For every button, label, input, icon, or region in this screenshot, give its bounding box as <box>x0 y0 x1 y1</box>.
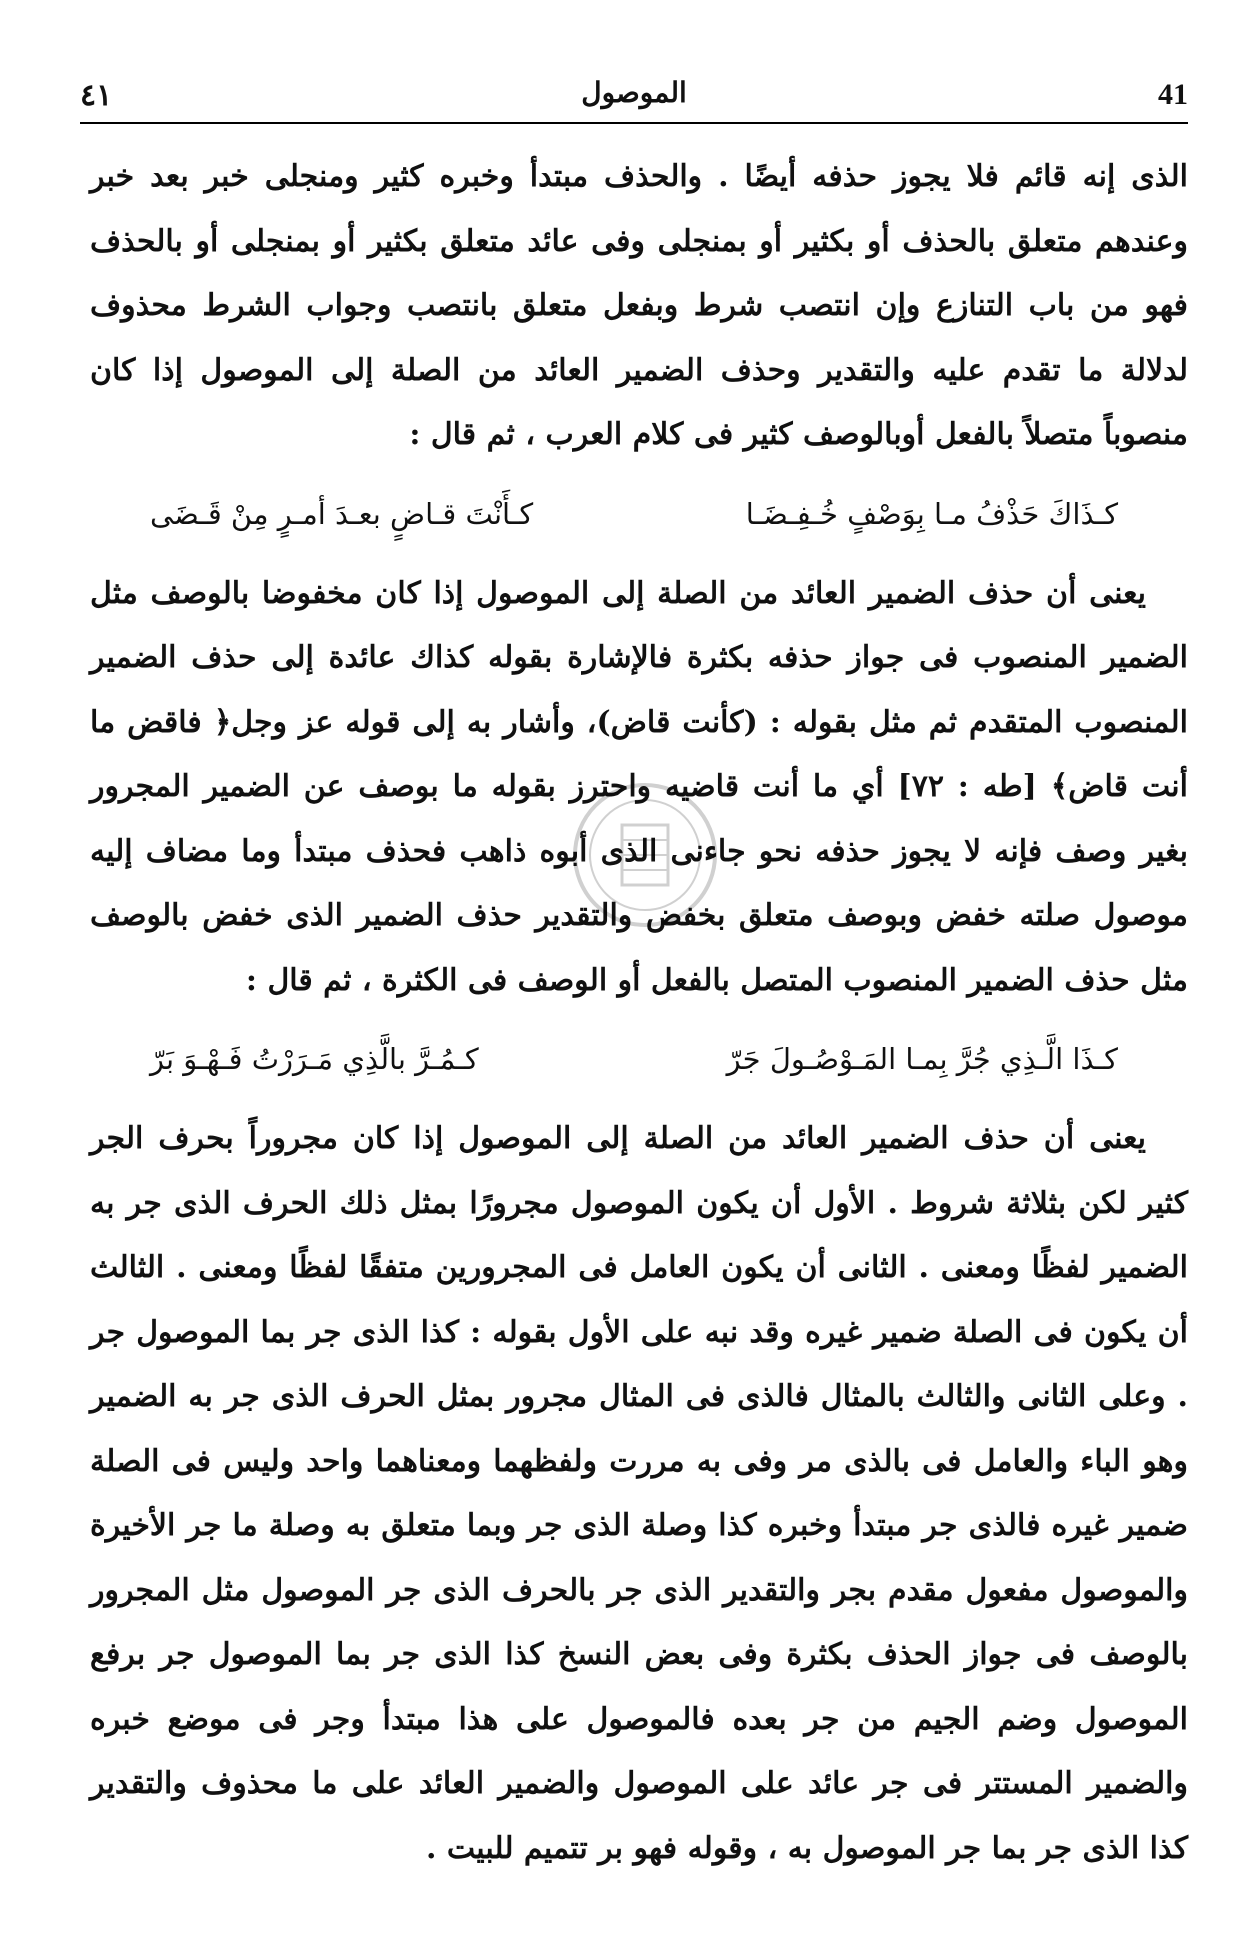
verse-1 <box>90 468 1188 562</box>
running-title: الموصول <box>581 76 687 109</box>
verse-1-second-hemistich: كـأَنْتَ قـاضٍ بعـدَ أمـرٍ مِنْ قَـضَى <box>150 496 534 531</box>
verse-2-second-hemistich: كـمُـرَّ بالَّذِي مَـرَرْتُ فَـهْـوَ بَرّ <box>150 1042 479 1076</box>
library-seal-watermark <box>570 780 720 930</box>
paragraph-3: يعنى أن حذف الضمير العائد من الصلة إلى الموصول إذا كان مجروراً بحرف الجر كثير لكن بثلاثة شروط . الأول أن يكون الموصول مجرورًا بمثل ذلك الحرف الذى جر به الضمير لفظًا ومعنى . الثانى أن يكون العامل فى المجرورين متفقًا لفظًا ومعنى . الثالث أن يكون فى الصلة ضمير غيره وقد نبه على الأول بقوله : كذا الذى جر بما الموصول جر . وعلى الثانى والثالث بالمثال فالذى فى المثال مجرور بمثل الحرف الذى جر به الضمير وهو الباء والعامل فى بالذى مر وفى به مررت ولفظهما ومعناهما واحد وليس فى الصلة ضمير غيره فالذى جر مبتدأ وخبره كذا وصلة الذى جر وبما متعلق به وصلة ما جر الأخيرة والموصول مفعول مقدم بجر والتقدير الذى جر بالحرف الذى جر الموصول مثل المجرور بالوصف فى جواز الحذف بكثرة وفى بعض النسخ كذا الذى جر بما الموصول جر برفع الموصول وضم الجيم من جر بعده فالموصول على هذا مبتدأ وجر فى موضع خبره والضمير المستتر فى جر عائد على الموصول والضمير العائد على ما محذوف والتقدير كذا الذى جر بما جر الموصول به ، وقوله فهو بر تتميم للبيت . <box>90 1121 1188 1866</box>
page-body <box>90 145 1188 1881</box>
verse-2 <box>90 1013 1188 1107</box>
paragraph-1: الذى إنه قائم فلا يجوز حذفه أيضًا . والحذف مبتدأ وخبره كثير ومنجلى خبر بعد خبر وعندهم متعلق بالحذف أو بكثير أو بمنجلى وفى عائد متعلق بكثير أو بمنجلى أو بالحذف فهو من باب التنازع وإن انتصب شرط وبفعل متعلق بانتصب وجواب الشرط محذوف لدلالة ما تقدم عليه والتقدير وحذف الضمير العائد من الصلة إلى الموصول إذا كان منصوباً متصلاً بالفعل أوبالوصف كثير فى كلام العرب ، ثم قال : <box>90 159 1188 452</box>
header-rule <box>80 122 1188 124</box>
verse-2-first-hemistich: كـذَا الَّـذِي جُرَّ بِمـا المَـوْصُـولَ جَرّ <box>726 1042 1118 1076</box>
paragraph-2: يعنى أن حذف الضمير العائد من الصلة إلى الموصول إذا كان مخفوضا بالوصف مثل الضمير المنصوب فى جواز حذفه بكثرة فالإشارة بقوله كذاك عائدة إلى حذف الضمير المنصوب المتقدم ثم مثل بقوله : (كأنت قاض)، وأشار به إلى قوله عز وجل﴿ فاقض ما أنت قاض﴾ [طه : ٧٢] أي ما أنت قاضيه واحترز بقوله ما بوصف عن الضمير المجرور بغير وصف فإنه لا يجوز حذفه نحو جاءنى الذى أبوه ذاهب فحذف مبتدأ وما مضاف إليه موصول صلته خفض وبوصف متعلق بخفض والتقدير حذف الضمير الذى خفض بالوصف مثل حذف الضمير المنصوب المتصل بالفعل أو الوصف فى الكثرة ، ثم قال : <box>90 575 1188 998</box>
page-number-latin: 41 <box>1158 78 1188 111</box>
running-head <box>80 70 1188 130</box>
verse-1-first-hemistich: كـذَاكَ حَذْفُ مـا بِوَصْفٍ خُـفِـضَـا <box>745 496 1118 531</box>
page-number-arabic: ٤١ <box>80 78 113 113</box>
